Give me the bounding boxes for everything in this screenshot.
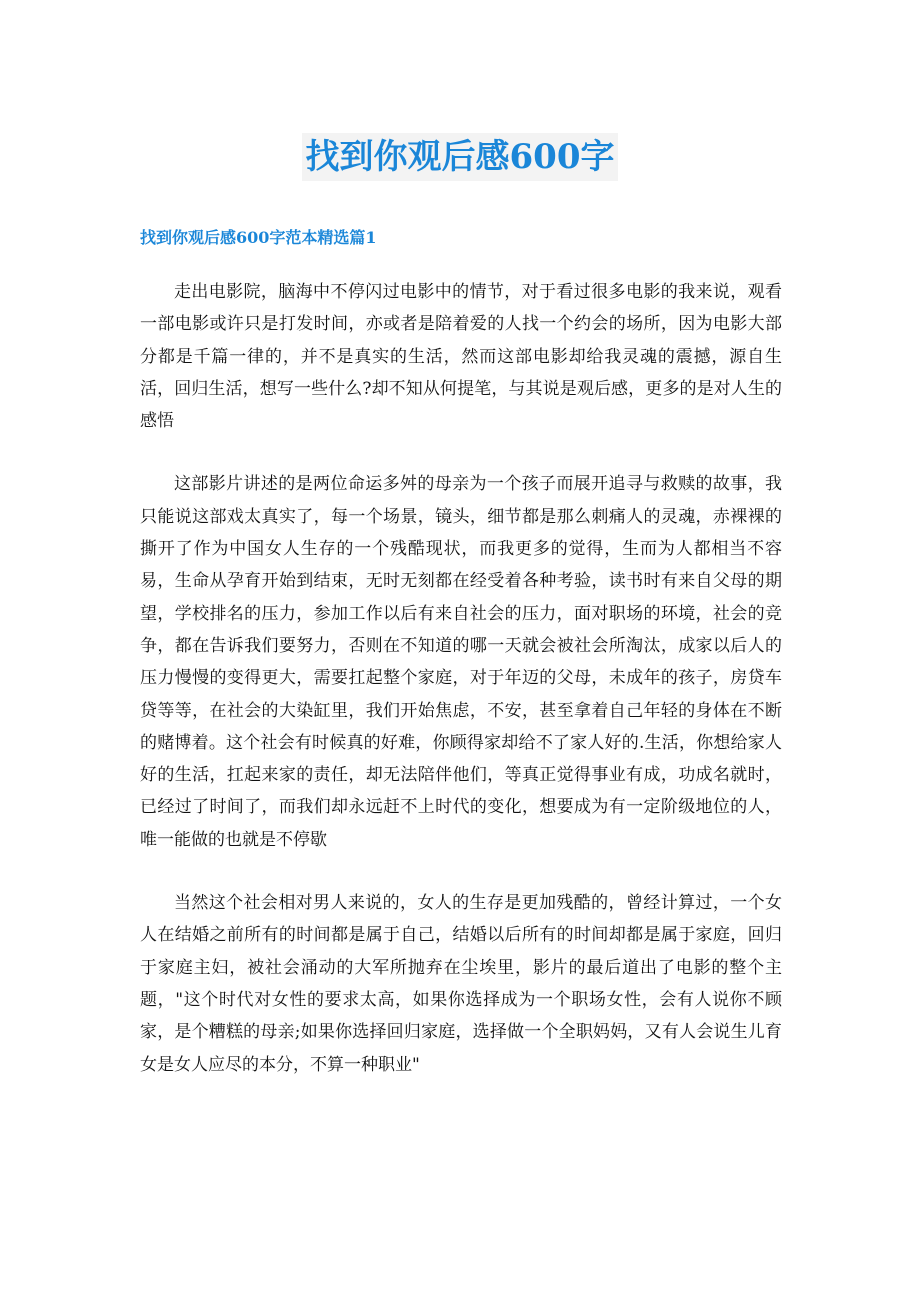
paragraph-1: 走出电影院，脑海中不停闪过电影中的情节，对于看过很多电影的我来说，观看一部电影或许只是打发时间，亦或者是陪着爱的人找一个约会的场所，因为电影大部分都是千篇一律的，并不是真实的生活，然而这部电影却给我灵魂的震撼，源自生活，回归生活，想写一些什么?却不知从何提笔，与其说是观后感，更多的是对人生的感悟 — [140, 282, 782, 432]
page-title: 找到你观后感600字 — [302, 133, 619, 181]
title-container — [0, 133, 920, 181]
paragraph-3: 当然这个社会相对男人来说的，女人的生存是更加残酷的，曾经计算过，一个女人在结婚之前所有的时间都是属于自己，结婚以后所有的时间却都是属于家庭，回归于家庭主妇，被社会涌动的大军所抛弃在尘埃里，影片的最后道出了电影的整个主题，"这个时代对女性的要求太高，如果你选择成为一个职场女性，会有人说你不顾家，是个糟糕的母亲;如果你选择回归家庭，选择做一个全职妈妈，又有人会说生儿育女是女人应尽的本分，不算一种职业" — [140, 893, 782, 1075]
paragraph-2: 这部影片讲述的是两位命运多舛的母亲为一个孩子而展开追寻与救赎的故事，我只能说这部戏太真实了，每一个场景，镜头，细节都是那么刺痛人的灵魂，赤裸裸的撕开了作为中国女人生存的一个残酷现状，而我更多的觉得，生而为人都相当不容易，生命从孕育开始到结束，无时无刻都在经受着各种考验，读书时有来自父母的期望，学校排名的压力，参加工作以后有来自社会的压力，面对职场的环境，社会的竞争，都在告诉我们要努力，否则在不知道的哪一天就会被社会所淘汰，成家以后人的压力慢慢的变得更大，需要扛起整个家庭，对于年迈的父母，未成年的孩子，房贷车贷等等，在社会的大染缸里，我们开始焦虑，不安，甚至拿着自己年轻的身体在不断的赌博着。这个社会有时候真的好难，你顾得家却给不了家人好的.生活，你想给家人好的生活，扛起来家的责任，却无法陪伴他们，等真正觉得事业有成，功成名就时，已经过了时间了，而我们却永远赶不上时代的变化，想要成为有一定阶级地位的人，唯一能做的也就是不停歇 — [140, 474, 782, 850]
section-heading: 找到你观后感600字范本精选篇1 — [140, 228, 377, 247]
article-body — [140, 276, 782, 1112]
